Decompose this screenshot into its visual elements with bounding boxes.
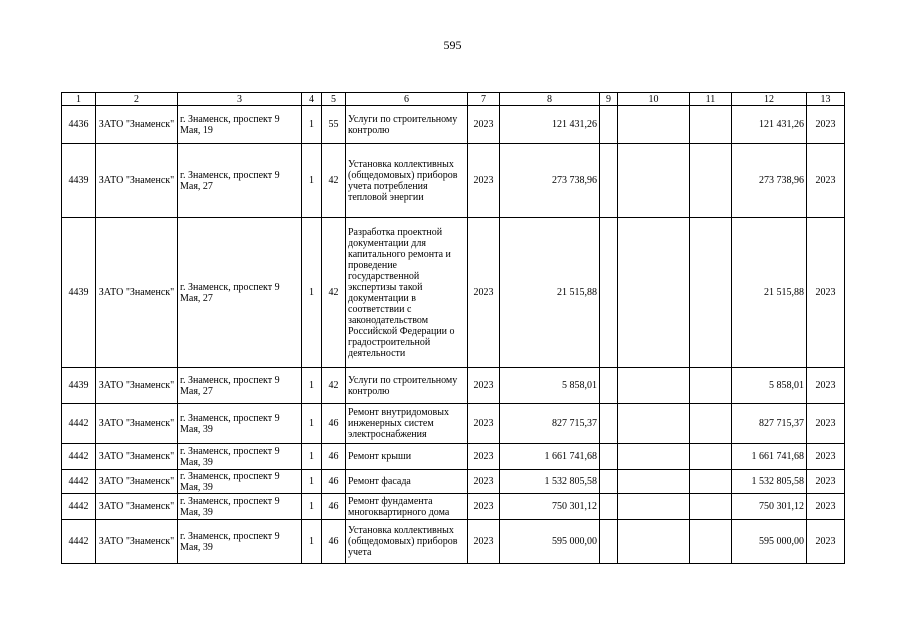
table-row xyxy=(62,444,845,470)
cell-code: 4442 xyxy=(62,444,96,470)
cell-col5: 46 xyxy=(322,494,346,520)
cell-work-type: Установка коллективных (общедомовых) приборов учета потребления тепловой энергии xyxy=(346,144,468,218)
cell-year-end: 2023 xyxy=(807,106,845,144)
cell-col11 xyxy=(690,368,732,404)
cell-work-type: Ремонт фундамента многоквартирного дома xyxy=(346,494,468,520)
cell-address: г. Знаменск, проспект 9 Мая, 27 xyxy=(178,144,302,218)
cell-municipality: ЗАТО "Знаменск" xyxy=(96,144,178,218)
cell-year-end: 2023 xyxy=(807,144,845,218)
cell-col4: 1 xyxy=(302,444,322,470)
cell-col5: 46 xyxy=(322,470,346,494)
cell-col9 xyxy=(600,470,618,494)
cell-work-type: Ремонт крыши xyxy=(346,444,468,470)
cell-total: 750 301,12 xyxy=(732,494,807,520)
cell-address: г. Знаменск, проспект 9 Мая, 39 xyxy=(178,520,302,564)
cell-col10 xyxy=(618,218,690,368)
cell-amount: 273 738,96 xyxy=(500,144,600,218)
column-header: 6 xyxy=(346,93,468,106)
cell-col10 xyxy=(618,444,690,470)
cell-col10 xyxy=(618,470,690,494)
cell-total: 21 515,88 xyxy=(732,218,807,368)
cell-code: 4442 xyxy=(62,470,96,494)
column-header: 5 xyxy=(322,93,346,106)
column-header: 9 xyxy=(600,93,618,106)
cell-col10 xyxy=(618,520,690,564)
cell-col4: 1 xyxy=(302,520,322,564)
table-row xyxy=(62,404,845,444)
cell-total: 5 858,01 xyxy=(732,368,807,404)
table-row xyxy=(62,494,845,520)
cell-year: 2023 xyxy=(468,404,500,444)
cell-col9 xyxy=(600,444,618,470)
column-header: 11 xyxy=(690,93,732,106)
cell-municipality: ЗАТО "Знаменск" xyxy=(96,218,178,368)
cell-col11 xyxy=(690,106,732,144)
cell-total: 1 661 741,68 xyxy=(732,444,807,470)
cell-col5: 42 xyxy=(322,368,346,404)
cell-amount: 595 000,00 xyxy=(500,520,600,564)
cell-col9 xyxy=(600,494,618,520)
column-header: 4 xyxy=(302,93,322,106)
cell-code: 4439 xyxy=(62,218,96,368)
cell-address: г. Знаменск, проспект 9 Мая, 39 xyxy=(178,404,302,444)
table-row xyxy=(62,520,845,564)
cell-code: 4442 xyxy=(62,520,96,564)
cell-col9 xyxy=(600,144,618,218)
cell-col4: 1 xyxy=(302,368,322,404)
cell-work-type: Ремонт внутридомовых инженерных систем электроснабжения xyxy=(346,404,468,444)
cell-work-type: Установка коллективных (общедомовых) приборов учета xyxy=(346,520,468,564)
cell-col11 xyxy=(690,444,732,470)
column-header: 3 xyxy=(178,93,302,106)
cell-municipality: ЗАТО "Знаменск" xyxy=(96,444,178,470)
cell-work-type: Разработка проектной документации для капитального ремонта и проведение государственной экспертизы такой документации в соответствии с законодательством Российской Федерации о градостроительной деятельности xyxy=(346,218,468,368)
cell-col4: 1 xyxy=(302,106,322,144)
cell-col10 xyxy=(618,106,690,144)
cell-year: 2023 xyxy=(468,520,500,564)
cell-total: 121 431,26 xyxy=(732,106,807,144)
cell-municipality: ЗАТО "Знаменск" xyxy=(96,494,178,520)
column-header: 13 xyxy=(807,93,845,106)
cell-amount: 1 661 741,68 xyxy=(500,444,600,470)
cell-work-type: Ремонт фасада xyxy=(346,470,468,494)
page-number: 595 xyxy=(443,38,462,52)
table-row xyxy=(62,218,845,368)
cell-total: 1 532 805,58 xyxy=(732,470,807,494)
cell-year-end: 2023 xyxy=(807,404,845,444)
cell-total: 827 715,37 xyxy=(732,404,807,444)
table-row xyxy=(62,470,845,494)
cell-year-end: 2023 xyxy=(807,494,845,520)
cell-total: 273 738,96 xyxy=(732,144,807,218)
cell-work-type: Услуги по строительному контролю xyxy=(346,106,468,144)
cell-year: 2023 xyxy=(468,218,500,368)
cell-code: 4442 xyxy=(62,494,96,520)
cell-address: г. Знаменск, проспект 9 Мая, 39 xyxy=(178,494,302,520)
cell-address: г. Знаменск, проспект 9 Мая, 39 xyxy=(178,470,302,494)
cell-col4: 1 xyxy=(302,218,322,368)
cell-col4: 1 xyxy=(302,404,322,444)
cell-col10 xyxy=(618,404,690,444)
cell-code: 4439 xyxy=(62,368,96,404)
cell-col11 xyxy=(690,494,732,520)
cell-year-end: 2023 xyxy=(807,470,845,494)
cell-address: г. Знаменск, проспект 9 Мая, 39 xyxy=(178,444,302,470)
cell-amount: 121 431,26 xyxy=(500,106,600,144)
cell-col11 xyxy=(690,404,732,444)
cell-col11 xyxy=(690,144,732,218)
cell-col11 xyxy=(690,218,732,368)
cell-amount: 750 301,12 xyxy=(500,494,600,520)
cell-col10 xyxy=(618,144,690,218)
cell-year-end: 2023 xyxy=(807,368,845,404)
cell-col11 xyxy=(690,520,732,564)
cell-year-end: 2023 xyxy=(807,520,845,564)
cell-col9 xyxy=(600,106,618,144)
data-table xyxy=(61,92,845,564)
cell-address: г. Знаменск, проспект 9 Мая, 27 xyxy=(178,368,302,404)
cell-code: 4436 xyxy=(62,106,96,144)
column-header: 8 xyxy=(500,93,600,106)
cell-code: 4442 xyxy=(62,404,96,444)
cell-col9 xyxy=(600,404,618,444)
column-header: 10 xyxy=(618,93,690,106)
table-row xyxy=(62,106,845,144)
cell-col10 xyxy=(618,368,690,404)
cell-year: 2023 xyxy=(468,444,500,470)
table-row xyxy=(62,368,845,404)
cell-col5: 42 xyxy=(322,218,346,368)
table-body xyxy=(62,93,845,564)
cell-col5: 46 xyxy=(322,444,346,470)
cell-col4: 1 xyxy=(302,144,322,218)
cell-col9 xyxy=(600,368,618,404)
table-row xyxy=(62,144,845,218)
cell-col10 xyxy=(618,494,690,520)
cell-col4: 1 xyxy=(302,494,322,520)
cell-amount: 827 715,37 xyxy=(500,404,600,444)
cell-col5: 46 xyxy=(322,404,346,444)
cell-col5: 55 xyxy=(322,106,346,144)
cell-year: 2023 xyxy=(468,470,500,494)
cell-col4: 1 xyxy=(302,470,322,494)
header-row xyxy=(62,93,845,106)
cell-year: 2023 xyxy=(468,106,500,144)
cell-year: 2023 xyxy=(468,144,500,218)
cell-municipality: ЗАТО "Знаменск" xyxy=(96,470,178,494)
cell-col11 xyxy=(690,470,732,494)
cell-col5: 42 xyxy=(322,144,346,218)
cell-address: г. Знаменск, проспект 9 Мая, 27 xyxy=(178,218,302,368)
cell-col5: 46 xyxy=(322,520,346,564)
cell-year: 2023 xyxy=(468,494,500,520)
cell-amount: 21 515,88 xyxy=(500,218,600,368)
cell-amount: 1 532 805,58 xyxy=(500,470,600,494)
cell-col9 xyxy=(600,218,618,368)
cell-total: 595 000,00 xyxy=(732,520,807,564)
cell-year-end: 2023 xyxy=(807,218,845,368)
cell-amount: 5 858,01 xyxy=(500,368,600,404)
cell-work-type: Услуги по строительному контролю xyxy=(346,368,468,404)
cell-year-end: 2023 xyxy=(807,444,845,470)
column-header: 2 xyxy=(96,93,178,106)
cell-col9 xyxy=(600,520,618,564)
cell-address: г. Знаменск, проспект 9 Мая, 19 xyxy=(178,106,302,144)
cell-municipality: ЗАТО "Знаменск" xyxy=(96,404,178,444)
cell-code: 4439 xyxy=(62,144,96,218)
column-header: 7 xyxy=(468,93,500,106)
cell-year: 2023 xyxy=(468,368,500,404)
cell-municipality: ЗАТО "Знаменск" xyxy=(96,106,178,144)
cell-municipality: ЗАТО "Знаменск" xyxy=(96,368,178,404)
cell-municipality: ЗАТО "Знаменск" xyxy=(96,520,178,564)
column-header: 1 xyxy=(62,93,96,106)
column-header: 12 xyxy=(732,93,807,106)
